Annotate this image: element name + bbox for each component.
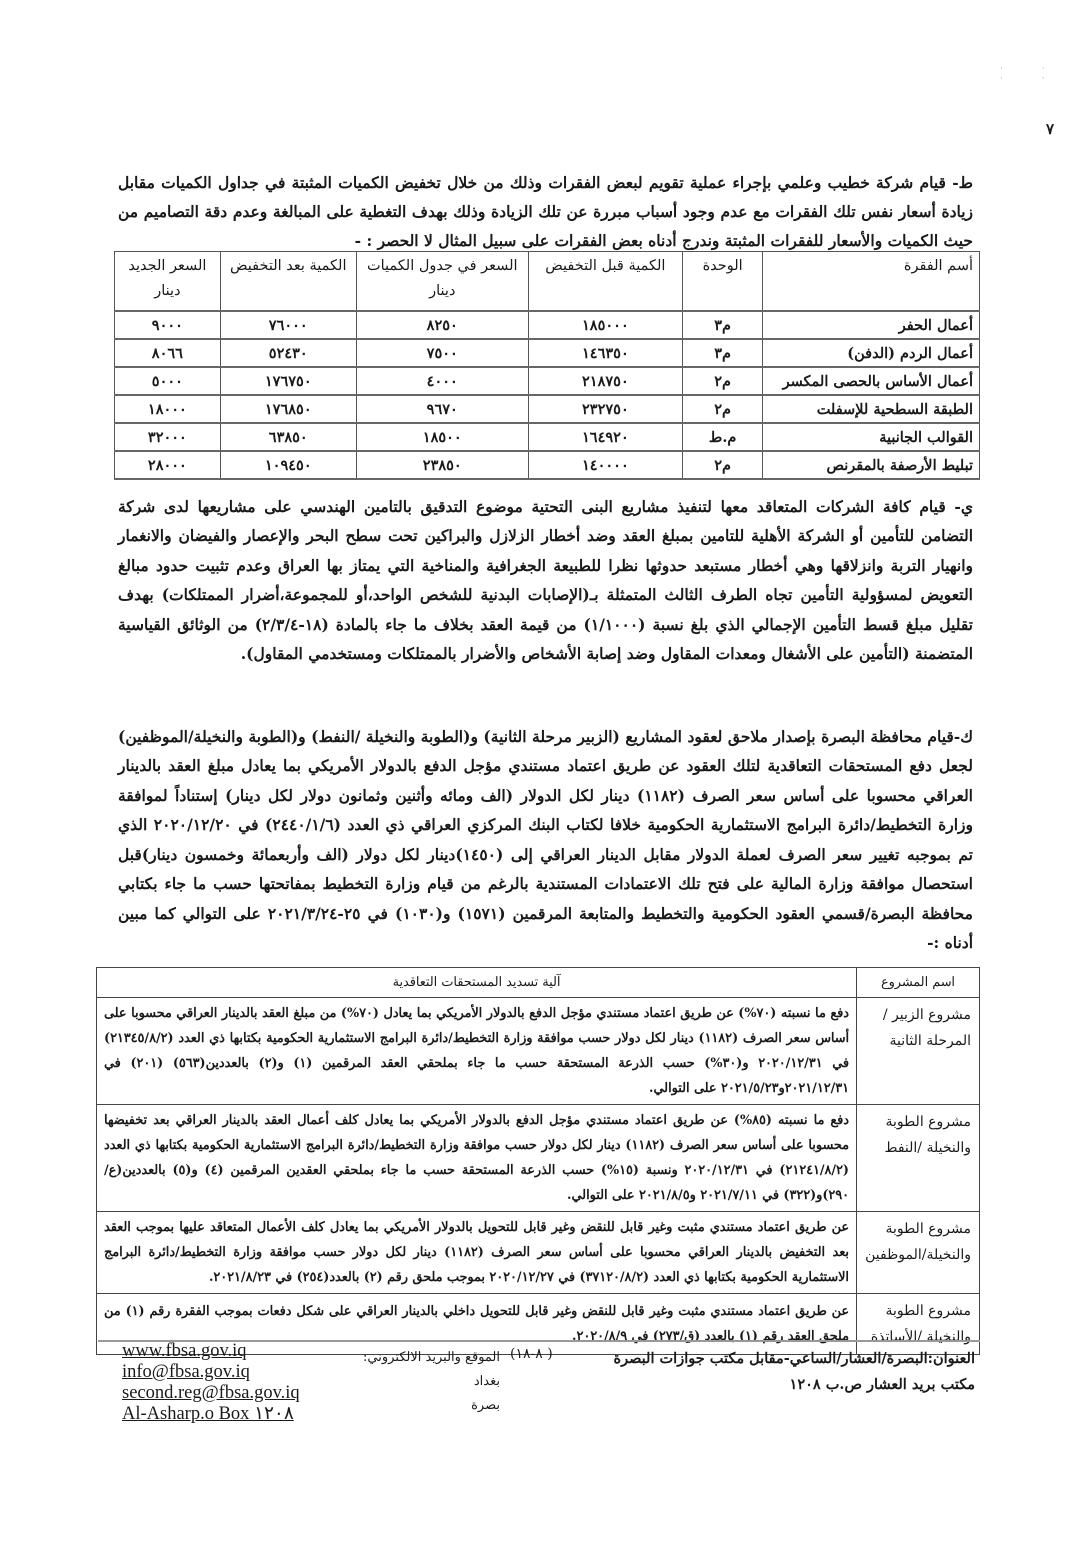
col-qty-after: الكمية بعد التخفيض xyxy=(220,252,356,312)
col-payment-mechanism: آلية تسديد المستحقات التعاقدية xyxy=(97,968,857,998)
col-item-name: أسم الفقرة xyxy=(763,252,980,312)
table-row xyxy=(115,395,980,423)
cell-price-boq: ٢٣٨٥٠ xyxy=(356,451,528,479)
city-baghdad: بغداد xyxy=(473,1374,500,1389)
email-second-link[interactable]: second.reg@fbsa.gov.iq xyxy=(122,1383,300,1403)
cell-new-price: ٥٠٠٠ xyxy=(115,367,221,395)
cell-item-name: تبليط الأرصفة بالمقرنص xyxy=(763,451,980,479)
address-line-1: العنوان:البصرة/العشار/الساعي-مقابل مكتب جوازات البصرة xyxy=(613,1350,975,1367)
col-unit: الوحدة xyxy=(682,252,762,312)
projects-table xyxy=(96,967,980,1355)
cell-new-price: ٨٠٦٦ xyxy=(115,339,221,367)
cell-item-name: أعمال الحفر xyxy=(763,311,980,339)
table-row xyxy=(115,423,980,451)
cell-price-boq: ٩٦٧٠ xyxy=(356,395,528,423)
cell-qty-after: ٧٦٠٠٠ xyxy=(220,311,356,339)
table-row xyxy=(97,1212,980,1294)
paragraph-k: ك-قيام محافظة البصرة بإصدار ملاحق لعقود المشاريع (الزبير مرحلة الثانية) و(الطوبة والنخيلة /النفط) و(الطوبة والنخيلة/الموظفين) لجعل دفع المستحقات التعاقدية لتلك العقود عن طريق اعتماد مستندي مؤجل الدفع بالدولار الأمريكي بما يعادل مبلغ العقد بالدينار العراقي محسوبا على أساس سعر الصرف (١١٨٢) دينار لكل الدولار (الف ومائه وأثنين وثمانون دولار لكل دينار) إستناداً لموافقة وزارة التخطيط/دائرة البرامج الاستثمارية الحكومية خلافا لكتاب البنك المركزي العراقي ذي العدد (٢٤٤٠/١/٦) في ٢٠٢٠/١٢/٢٠ الذي تم بموجبه تغيير سعر الصرف لعملة الدولار مقابل الدينار العراقي إلى (١٤٥٠)دينار لكل دولار (الف وأربعمائة وخمسون دينار)قبل استحصال موافقة وزارة المالية على فتح تلك الاعتمادات المستندية بالرغم من قيام وزارة التخطيط بمفاتحتها حسب ما جاء بكتابي محافظة البصرة/قسمي العقود الحكومية والتخطيط والمتابعة المرقمين (١٥٧١) و(١٠٣٠) في ٢٥-٢٠٢١/٣/٢٤ على التوالي كما مبين أدناه :- xyxy=(118,726,973,952)
cell-qty-before: ١٤٦٣٥٠ xyxy=(528,339,682,367)
cell-qty-before: ١٨٥٠٠٠ xyxy=(528,311,682,339)
cell-qty-before: ١٤٠٠٠٠ xyxy=(528,451,682,479)
cell-project-name: مشروع الزبير /المرحلة الثانية xyxy=(857,998,980,1105)
cell-unit: م٢ xyxy=(682,395,762,423)
cell-qty-after: ٦٣٨٥٠ xyxy=(220,423,356,451)
quantities-table xyxy=(114,251,980,480)
table-row xyxy=(115,311,980,339)
table-row xyxy=(115,451,980,479)
cell-item-name: الطبقة السطحية للإسفلت xyxy=(763,395,980,423)
cell-price-boq: ١٨٥٠٠ xyxy=(356,423,528,451)
contact-links xyxy=(122,1341,300,1425)
cell-project-name: مشروع الطوبة والنخيلة/الموظفين xyxy=(857,1212,980,1294)
cell-qty-after: ١٧٦٧٥٠ xyxy=(220,367,356,395)
cell-qty-after: ١٧٦٨٥٠ xyxy=(220,395,356,423)
page-number: ٧ xyxy=(1046,120,1055,138)
col-qty-before: الكمية قبل التخفيض xyxy=(528,252,682,312)
cell-qty-after: ٥٢٤٣٠ xyxy=(220,339,356,367)
cell-project-name: مشروع الطوبة والنخيلة /الأساتذة xyxy=(857,1294,980,1355)
cell-unit: م.ط xyxy=(682,423,762,451)
po-box: Al-Asharp.o Box ١٢٠٨ xyxy=(122,1404,294,1424)
cell-qty-before: ٢١٨٧٥٠ xyxy=(528,367,682,395)
cell-qty-after: ١٠٩٤٥٠ xyxy=(220,451,356,479)
cell-new-price: ٢٨٠٠٠ xyxy=(115,451,221,479)
address-line-2: مكتب بريد العشار ص.ب ١٢٠٨ xyxy=(789,1376,975,1393)
table-header-row xyxy=(115,252,980,312)
cell-new-price: ١٨٠٠٠ xyxy=(115,395,221,423)
cell-qty-before: ٢٣٢٧٥٠ xyxy=(528,395,682,423)
cell-payment-mechanism: عن طريق اعتماد مستندي مثبت وغير قابل للنقض وغير قابل للتحويل داخلي بالدينار العراقي على شكل دفعات بموجب الفقرة رقم (١) من ملحق العقد رقم (١) بالعدد (ق/٢٧٣) في ٢٠٢٠/٨/٩. xyxy=(97,1294,857,1355)
cell-project-name: مشروع الطوبة والنخيلة /النفط xyxy=(857,1105,980,1212)
footer-address xyxy=(600,1346,975,1398)
cell-qty-before: ١٦٤٩٢٠ xyxy=(528,423,682,451)
document-code: ( ٨-١٨) xyxy=(510,1346,553,1362)
cell-item-name: أعمال الردم (الدفن) xyxy=(763,339,980,367)
email-info-link[interactable]: info@fbsa.gov.iq xyxy=(122,1362,250,1382)
contact-labels xyxy=(340,1346,500,1418)
table-row xyxy=(97,1105,980,1212)
paragraph-t: ط- قيام شركة خطيب وعلمي بإجراء عملية تقويم لبعض الفقرات وذلك من خلال تخفيض الكميات المثبتة في جداول الكميات مقابل زيادة أسعار نفس تلك الفقرات مع عدم وجود أسباب مبررة عن تلك الزيادة وذلك بهدف التغطية على المبالغة وعدم دقة التصاميم من حيث الكميات والأسعار للفقرات المثبتة وندرج أدناه بعض الفقرات على سبيل المثال لا الحصر : - xyxy=(118,172,973,250)
cell-price-boq: ٤٠٠٠ xyxy=(356,367,528,395)
website-link[interactable]: www.fbsa.gov.iq xyxy=(122,1341,247,1361)
contact-label: الموقع والبريد الالكتروني: xyxy=(363,1350,500,1365)
cell-payment-mechanism: عن طريق اعتماد مستندي مثبت وغير قابل للنقض وغير قابل للتحويل بالدولار الأمريكي بما يعادل كلف الأعمال المتعاقد عليها بموجب العقد بعد التخفيض بالدينار العراقي محسوبا على أساس سعر الصرف (١١٨٢) دينار لكل دولار حسب موافقة وزارة التخطيط/دائرة البرامج الاستثمارية الحكومية بكتابها ذي العدد (٣٧١٢٠/٨/٢) في ٢٠٢٠/١٢/٢٧ بموجب ملحق رقم (٢) بالعدد(٢٥٤) في ٢٠٢١/٨/٢٣. xyxy=(97,1212,857,1294)
col-project-name: اسم المشروع xyxy=(857,968,980,998)
table-row xyxy=(97,998,980,1105)
cell-unit: م٣ xyxy=(682,339,762,367)
col-new-price: السعر الجديد دينار xyxy=(115,252,221,312)
cell-price-boq: ٧٥٠٠ xyxy=(356,339,528,367)
scan-specks: · · · · xyxy=(1000,64,1063,84)
cell-item-name: أعمال الأساس بالحصى المكسر xyxy=(763,367,980,395)
city-basra: بصرة xyxy=(471,1398,500,1413)
cell-unit: م٣ xyxy=(682,311,762,339)
paragraph-y: ي- قيام كافة الشركات المتعاقد معها لتنفيذ مشاريع البنى التحتية موضوع التدقيق بالتامين الهندسي على مشاريعها لدى شركة التضامن للتأمين أو الشركة الأهلية للتامين بمبلغ العقد وضد أخطار الزلازل والبراكين تحت سطح البحر والإعصار والفيضان والانغمار وانهيار التربة وانزلاقها وهي أخطار مستبعد حدوثها نظرا للطبيعة الجغرافية والمناخية التي يمتاز بها العراق وعدم تثبيت حدود مبالغ التعويض لمسؤولية التأمين تجاه الطرف الثالث المتمثلة بـ(الإصابات البدنية للشخص الواحد،أو للمجموعة،أضرار الممتلكات) بهدف تقليل مبلغ قسط التأمين الإجمالي الذي بلغ نسبة (١/١٠٠٠) من قيمة العقد بخلاف ما جاء بالمادة (١٨-٢/٣/٤) من الوثائق القياسية المتضمنة (التأمين على الأشغال ومعدات المقاول وضد إصابة الأشخاص والأضرار بالممتلكات ومستخدمي المقاول). xyxy=(118,496,973,663)
cell-new-price: ٣٢٠٠٠ xyxy=(115,423,221,451)
cell-unit: م٢ xyxy=(682,451,762,479)
cell-payment-mechanism: دفع ما نسبته (٧٠%) عن طريق اعتماد مستندي مؤجل الدفع بالدولار الأمريكي بما يعادل (٧٠%) من مبلغ العقد بالدينار العراقي محسوبا على أساس سعر الصرف (١١٨٢) دينار لكل دولار حسب موافقة وزارة التخطيط/دائرة البرامج الاستثمارية الحكومية بكتابها ذي العدد (٢١٣٤٥/٨/٢) في ٢٠٢٠/١٢/٣١ و(٣٠%) حسب الذرعة المستحقة حسب ما جاء بملحقي العقد المرقمين (١) و(٢) بالعددين(٥٦٣) (٢٠١) في ٢٠٢١/١٢/٣١و٢٠٢١/٥/٢٣ على التوالي. xyxy=(97,998,857,1105)
table-row xyxy=(115,339,980,367)
cell-price-boq: ٨٢٥٠ xyxy=(356,311,528,339)
cell-unit: م٢ xyxy=(682,367,762,395)
table-header-row xyxy=(97,968,980,998)
table-row xyxy=(115,367,980,395)
cell-item-name: القوالب الجانبية xyxy=(763,423,980,451)
cell-payment-mechanism: دفع ما نسبته (٨٥%) عن طريق اعتماد مستندي مؤجل الدفع بالدولار الأمريكي بما يعادل كلف أعمال العقد بالدينار العراقي بعد تخفيضها محسوبا على أساس سعر الصرف (١١٨٢) دينار لكل دولار حسب موافقة وزارة التخطيط/دائرة البرامج الاستثمارية الحكومية بكتابها ذي العدد (٢١٢٤١/٨/٢) في ٢٠٢٠/١٢/٣١ ونسبة (١٥%) حسب الذرعة المستحقة حسب ما جاء بملحقي العقدين المرقمين (٤) و(٥) بالعددين(ع/٢٩٠)و(٣٢٢) في ٢٠٢١/٧/١١ و٢٠٢١/٨/٥ على التوالي. xyxy=(97,1105,857,1212)
cell-new-price: ٩٠٠٠ xyxy=(115,311,221,339)
col-price-boq: السعر في جدول الكميات دينار xyxy=(356,252,528,312)
